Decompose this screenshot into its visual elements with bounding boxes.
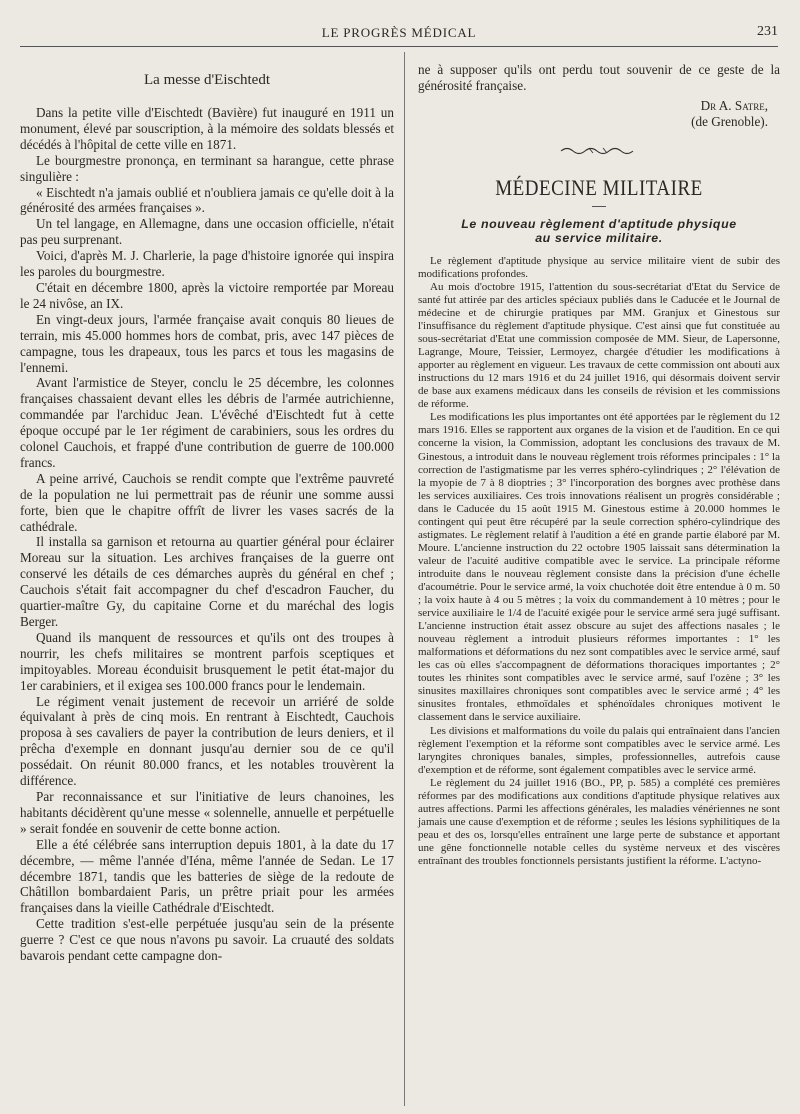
author-place: (de Grenoble). xyxy=(691,113,768,129)
journal-title: LE PROGRÈS MÉDICAL xyxy=(321,25,477,40)
ornament-icon xyxy=(559,144,639,156)
article-title-line: Le nouveau règlement d'aptitude physique xyxy=(461,216,737,231)
paragraph: Elle a été célébrée sans interruption depuis 1801, à la date du 17 décembre, — même l'année d'Iéna, même l'année de Sedan. Le 17 décembre 1871, tandis que les batteries de siège de la redoute de Châtillon bombardaient Paris, un prêtre priait pour les armées françaises dans la vieille Cathédrale d'Eischtedt. xyxy=(20,836,394,916)
paragraph: Le règlement du 24 juillet 1916 (BO., PP, p. 585) a complété ces premières réformes par des modifications aux conditions d'aptitude physique relatives aux autres affections. Parmi les affections générales, les maladies vénériennes ne sont jamais une cause d'exemption et de réforme ; seules les lésions syphilitiques de la peau et des os, lorsqu'elles entraînent une large perte de substance et apportant une gêne fonctionnelle notable celles du système nerveux et des viscères entraînant des troubles fonctionnels persistants justifient la réforme. L'actyno- xyxy=(418,776,780,867)
paragraph: Au mois d'octobre 1915, l'attention du sous-secrétariat d'Etat du Service de santé fut attirée par des articles spéciaux publiés dans le Caducée et le Journal de médecine et de chirurgie pratiques par MM. Granjux et Ginestous sur l'insuffisance du règlement d'aptitude physique. C'est ainsi que fut constituée au sous-secrétariat d'Etat une commission composée de MM. Sieur, de Lapersonne, Lagrange, Moure, Teissier, Lermoyez, chargée d'étudier les modifications à apporter au règlement en vigueur. Les travaux de cette commission ont abouti aux instructions du 12 mars 1916 et du 24 juillet 1916, qui désormais doivent servir de base aux examens médicaux dans les conseils de révision et les commissions de réforme. xyxy=(418,280,780,411)
page-number: 231 xyxy=(757,24,778,39)
paragraph: Les modifications les plus importantes ont été apportées par le règlement du 12 mars 1916. Elles se rapportent aux organes de la vision et de l'audition. En ce qui concerne la vision, la Commission, adoptant les conclusions des travaux de M. Ginestous, a introduit dans le nouveau règlement trois réformes principales : 1° la correction de l'astigmatisme par les verres sphéro-cylindriques ; 2° l'élévation de la myopie de 7 à 8 dioptries ; 3° l'incorporation des borgnes avec prothèse dans les services auxiliaires. Ces trois innovations réalisent un progrès considérable ; dans le Caducée du 15 août 1915 M. Ginestous estime à 20.000 hommes le contingent qui peut être récupéré par la seule correction sphéro-cylindrique des astigmates. Le règlement relatif à l'audition a été en grande partie élaboré par M. Moure. L'ancienne instruction du 22 octobre 1905 laissait sans détermination la valeur de l'acuité auditive compatible avec le service. La principale réforme introduite dans le nouveau règlement consiste dans la précision d'une échelle d'acoumétrie. Pour le service armé, la voix chuchotée doit être entendue à 0 m. 50 ; la voix haute à 4 ou 5 mètres ; la voix du commandement à 10 mètres ; pour le service auxiliaire le 1/4 de l'acuité exigée pour le service armé sera jugé suffisant. L'ancienne instruction était assez obscure au sujet des affections nasales ; le nouveau règlement a introduit plusieurs réformes importantes : 1° les malformations et déformations du nez sont compatibles avec le service armé, sauf les cas où elles s'accompagnent de déformations thoraciques importantes ; 2° toutes les rhinites sont compatibles avec le service armé, sauf l'ozène ; 3° les sinusites maxillaires chroniques sont compatibles avec le service armé ; 4° les sinusites frontales, ethmoïdales et sphénoïdales chroniques motivent le classement dans le service auxiliaire. xyxy=(418,411,780,724)
paragraph: Le régiment venait justement de recevoir un arriéré de solde équivalant à près de cinq mois. En rentrant à Eischtedt, Cauchois proposa à ses cavaliers de payer la contribution de leurs deniers, et il prêcha d'exemple en donnant jusqu'au dernier sou de ce qu'il possédait. On réunit 80.000 francs, et les notables trouvèrent la différence. xyxy=(20,693,394,789)
paragraph: Les divisions et malformations du voile du palais qui entraînaient dans l'ancien règlement l'exemption et la réforme sont compatibles avec le service armé. Les laryngites chroniques banales, simples, professionnelles, autrefois cause d'exemption et de réforme, sont également compatibles avec le service armé. xyxy=(418,724,780,776)
paragraph: A peine arrivé, Cauchois se rendit compte que l'extrême pauvreté de la population ne lui permettrait pas de réunir une somme aussi forte, bien que le chapitre offrît de livrer les vases sacrés de la cathédrale. xyxy=(20,470,394,534)
article-title xyxy=(418,217,780,245)
paragraph: Par reconnaissance et sur l'initiative de leurs chanoines, les habitants décidèrent qu'une messe « solennelle, annuelle et perpétuelle » serait fondée en souvenir de cette bonne action. xyxy=(20,788,394,836)
left-column xyxy=(20,62,394,964)
paragraph: Le règlement d'aptitude physique au service militaire vient de subir des modifications profondes. xyxy=(418,254,780,280)
section-divider xyxy=(592,206,606,207)
paragraph: En vingt-deux jours, l'armée française avait conquis 80 lieues de terrain, mis 45.000 hommes hors de combat, pris, avec 147 pièces de campagne, tous les drapeaux, tous les parcs et tous les magasins de l'ennemi. xyxy=(20,311,394,375)
paragraph: Un tel langage, en Allemagne, dans une occasion officielle, n'était pas peu surprenant. xyxy=(20,216,394,248)
paragraph: Le bourgmestre prononça, en terminant sa harangue, cette phrase singulière : xyxy=(20,152,394,184)
paragraph: Dans la petite ville d'Eischtedt (Bavière) fut inauguré en 1911 un monument, élevé par souscription, à la mémoire des soldats blessés et décédés à l'hôpital de cette ville en 1871. xyxy=(20,105,394,152)
paragraph: Cette tradition s'est-elle perpétuée jusqu'au sein de la présente guerre ? C'est ce que nous n'avons pu savoir. La cruauté des soldats bavarois pendant cette campagne don- xyxy=(20,916,394,964)
paragraph: Il installa sa garnison et retourna au quartier général pour éclairer Moreau sur la situation. Les archives françaises de la guerre ont conservé les détails de ces démarches auprès du général en chef ; Cauchois s'était fait accompagner du chef d'escadron Faucher, du quartier-maître Gy, du capitaine Corne et du maréchal des logis Berger. xyxy=(20,534,394,629)
signature xyxy=(418,98,780,130)
running-header xyxy=(20,22,778,47)
paragraph: « Eischtedt n'a jamais oublié et n'oubliera jamais ce qu'elle doit à la générosité des armées françaises ». xyxy=(20,184,394,216)
author-name: Dr A. Satre, xyxy=(700,97,768,113)
continued-paragraph: ne à supposer qu'ils ont perdu tout souvenir de ce geste de la générosité française. xyxy=(418,62,780,93)
right-column xyxy=(418,62,780,868)
section-title: MÉDECINE MILITAIRE xyxy=(495,176,703,201)
column-divider xyxy=(404,52,405,1106)
paragraph: C'était en décembre 1800, après la victoire remportée par Moreau le 24 nivôse, an IX. xyxy=(20,279,394,311)
paragraph: Quand ils manquent de ressources et qu'ils ont des troupes à nourrir, les chefs militaires se montrent parfois sceptiques et impitoyables. Moreau éconduisit brusquement le petit état-major du 1er carabiniers, et il exigea ses 100.000 francs pour le lendemain. xyxy=(20,629,394,693)
article-title-line: au service militaire. xyxy=(535,230,663,245)
paragraph: Voici, d'après M. J. Charlerie, la page d'histoire ignorée qui inspira les paroles du bourgmestre. xyxy=(20,248,394,280)
article-title: La messe d'Eischtedt xyxy=(144,72,270,88)
paragraph: Avant l'armistice de Steyer, conclu le 25 décembre, les colonnes françaises chassaient devant elles les débris de l'armée autrichienne, commandée par l'archiduc Jean. L'évêché d'Eischtedt fut à cette époque occupé par le 1er régiment de carabiniers, sous les ordres du colonel Cauchois, et frappé d'une contribution de guerre de 100.000 francs. xyxy=(20,375,394,470)
